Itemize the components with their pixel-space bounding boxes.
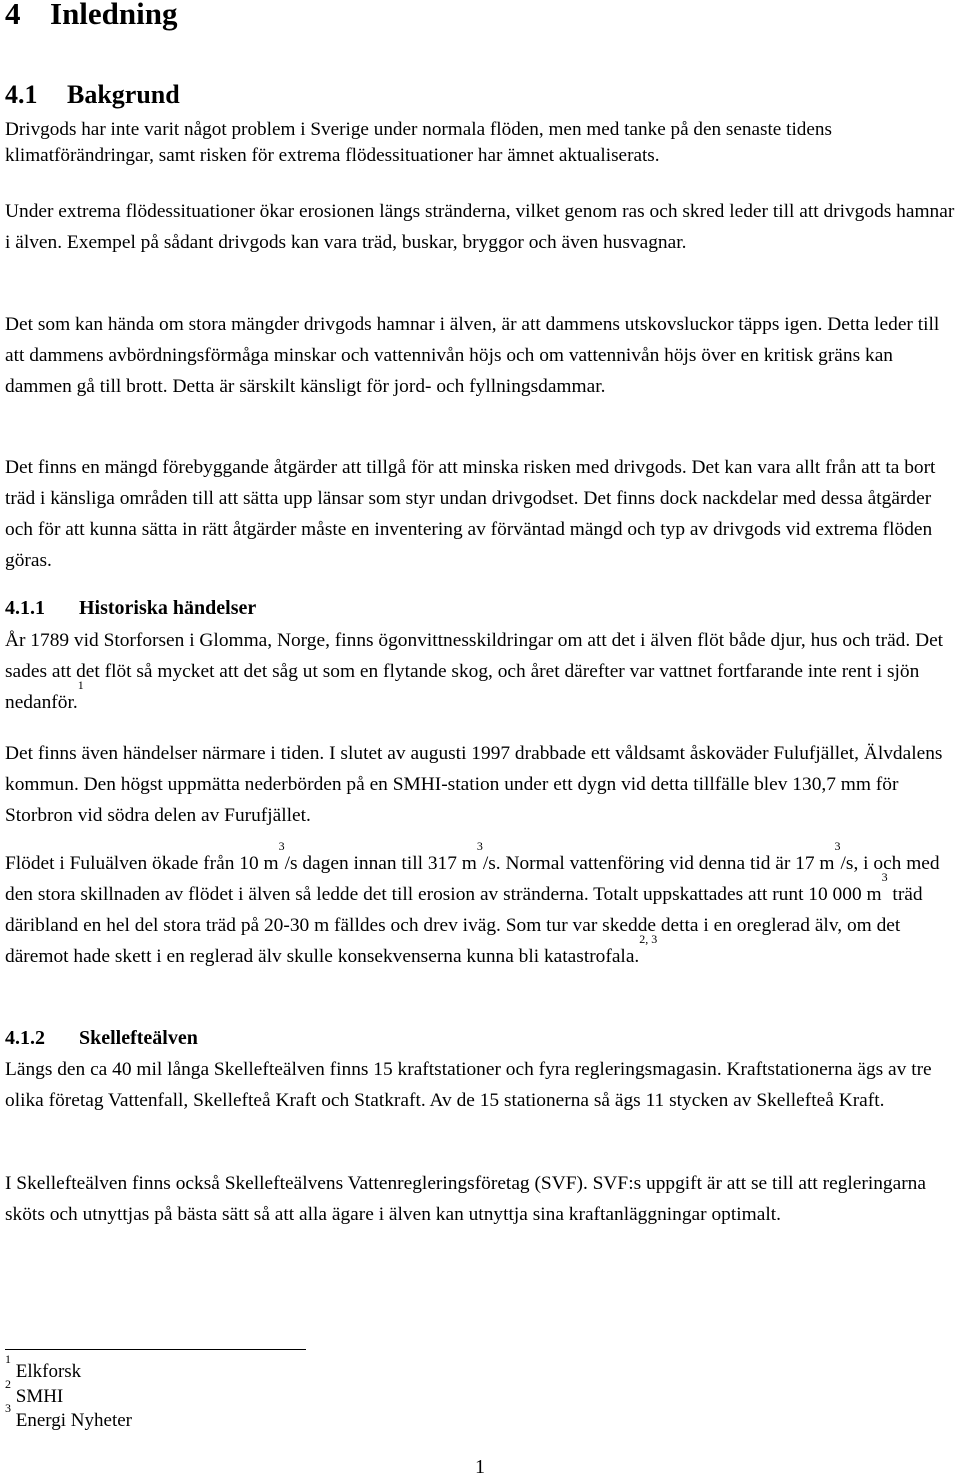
superscript: 3 <box>278 839 285 853</box>
section-title: Bakgrund <box>67 80 180 109</box>
footnote <box>5 1401 132 1432</box>
superscript: 3 <box>881 870 888 884</box>
page-number: 1 <box>475 1456 485 1478</box>
paragraph <box>5 839 955 972</box>
subsection-number: 4.1.2 <box>5 1027 45 1049</box>
footnote <box>5 1377 64 1408</box>
footnote-text: SMHI <box>15 1386 64 1407</box>
footnote-mark: 2 <box>5 1377 11 1391</box>
subsection-number: 4.1.1 <box>5 597 45 619</box>
paragraph: Det finns en mängd förebyggande åtgärder att tillgå för att minska risken med drivgods. Det kan vara allt från att ta bort träd i känsliga områden till att sätta upp länsar som styr undan drivgodset. Det finns dock nackdelar med dessa åtgärder och för att kunna sätta in rätt åtgärder måste en inventering av förväntad mängd och typ av drivgods vid extrema flöden göras. <box>5 457 936 571</box>
superscript: 3 <box>834 839 841 853</box>
footnote-mark: 3 <box>5 1401 11 1415</box>
subsection-title: Historiska händelser <box>79 597 257 619</box>
paragraph-text: /s dagen innan till 317 m <box>284 853 477 874</box>
superscript: 3 <box>476 839 483 853</box>
paragraph: Drivgods har inte varit något problem i Sverige under normala flöden, men med tanke på den senaste tidens klimatförändringar, samt risken för extrema flödessituationer har ämnet aktualiserats. <box>5 119 832 166</box>
paragraph-text: Flödet i Fuluälven ökade från 10 m <box>5 853 279 874</box>
section-number: 4.1 <box>5 80 38 109</box>
paragraph-text: År 1789 vid Storforsen i Glomma, Norge, finns ögonvittnesskildringar om att det i älven flöt både djur, hus och träd. Det sades att det flöt så mycket att det såg ut som en flytande skog, och året därefter var vattnet fortfarande inte rent i sjön nedanför. <box>5 630 944 713</box>
section-heading <box>5 80 180 110</box>
chapter-heading <box>5 0 178 32</box>
footnote-text: Energi Nyheter <box>15 1410 132 1431</box>
paragraph: Under extrema flödessituationer ökar erosionen längs stränderna, vilket genom ras och skred leder till att drivgods hamnar i älven. Exempel på sådant drivgods kan vara träd, buskar, bryggor och även husvagnar. <box>5 201 955 253</box>
chapter-title: Inledning <box>50 0 178 31</box>
subsection-title: Skellefteälven <box>79 1027 198 1049</box>
paragraph: Det finns även händelser närmare i tiden. I slutet av augusti 1997 drabbade ett våldsamt åskoväder Fulufjället, Älvdalens kommun. Den högst uppmätta nederbörden på en SMHI-station under ett dygn vid detta tillfälle blev 130,7 mm för Storbron vid södra delen av Furufjället. <box>5 743 943 826</box>
paragraph-text: /s. Normal vattenföring vid denna tid är 17 m <box>482 853 835 874</box>
paragraph-text: träd däribland en hel del stora träd på 20-30 m fälldes och drev iväg. Som tur var skedde detta i en oreglerad älv, om det däremot hade skett i en reglerad älv skulle konsekvenserna kunna bli katastrofala. <box>5 884 923 967</box>
paragraph: I Skellefteälven finns också Skellefteälvens Vattenregleringsföretag (SVF). SVF:s uppgift är att se till att regleringarna sköts och utnyttjas på bästa sätt så att alla ägare i älven kan utnyttja sina kraftanläggningar optimalt. <box>5 1173 926 1225</box>
footnote-mark: 1 <box>5 1352 11 1366</box>
paragraph <box>5 625 955 718</box>
chapter-number: 4 <box>5 0 21 31</box>
footnote-ref: 1 <box>77 678 84 692</box>
footnote <box>5 1352 82 1383</box>
paragraph-text: /s, i och med den stora skillnaden av flödet i älven så ledde det till erosion av stränderna. Totalt uppskattades att runt 10 000 m <box>5 853 940 905</box>
footnote-text: Elkforsk <box>15 1361 82 1382</box>
paragraph: Det som kan hända om stora mängder drivgods hamnar i älven, är att dammens utskovsluckor täpps igen. Detta leder till att dammens avbördningsförmåga minskar och vattennivån höjs och om vattennivån höjs över en kritisk gräns kan dammen gå till brott. Detta är särskilt känsligt för jord- och fyllningsdammar. <box>5 314 940 397</box>
subsection-heading <box>5 597 256 620</box>
footnote-ref: 2, 3 <box>639 932 658 946</box>
footnote-separator <box>5 1349 306 1350</box>
subsection-heading <box>5 1027 198 1050</box>
paragraph: Längs den ca 40 mil långa Skellefteälven finns 15 kraftstationer och fyra regleringsmagasin. Kraftstationerna ägs av tre olika företag Vattenfall, Skellefteå Kraft och Statkraft. Av de 15 stationerna så ägs 11 stycken av Skellefteå Kraft. <box>5 1059 932 1111</box>
